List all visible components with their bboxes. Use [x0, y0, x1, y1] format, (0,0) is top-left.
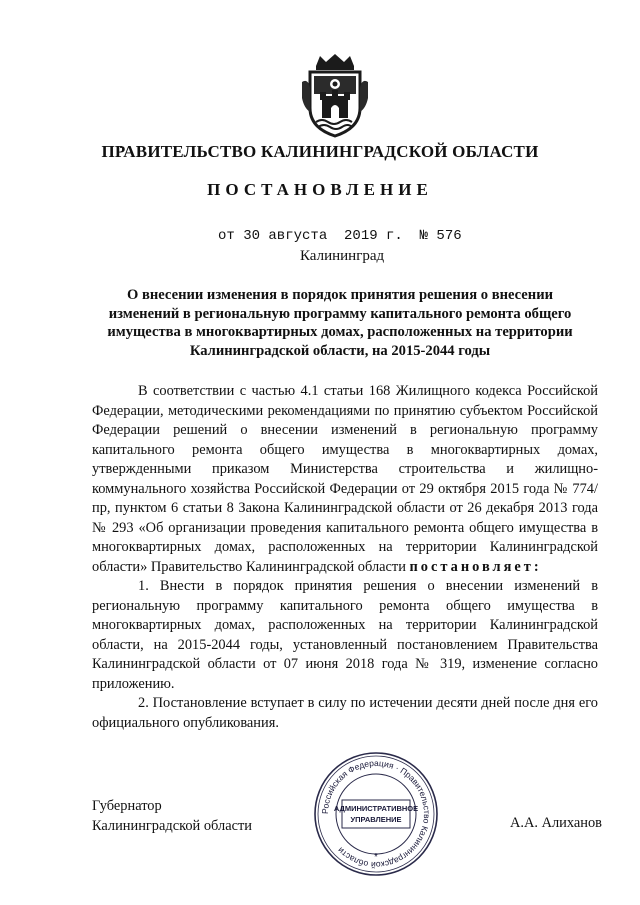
- seal-star-icon: *: [374, 852, 378, 863]
- position-line-1: Губернатор: [92, 798, 162, 814]
- preamble-paragraph: [92, 382, 598, 577]
- document-type: ПОСТАНОВЛЕНИЕ: [207, 180, 433, 199]
- seal-ring-text: Российская Федерация · Правительство Калининградской области: [319, 757, 433, 871]
- seal-center-line-2: УПРАВЛЕНИЕ: [350, 815, 402, 824]
- signatory-position: [92, 796, 252, 836]
- position-line-2: Калининградской области: [92, 818, 252, 834]
- resolves-keyword: постановляет:: [409, 558, 542, 575]
- item-1-paragraph: 1. Внести в порядок принятия решения о внесении изменений в региональную программу капитального ремонта общего имущества в многоквартирных домах, расположенных на территории Калининградской области, на 2015-2044 годы, установленный постановлением Правительства Калининградской области от 07 июня 2018 года № 319, изменение согласно приложению.: [92, 578, 598, 692]
- document-subject: О внесении изменения в порядок принятия решения о внесении изменений в региональную программу капитального ремонта общего имущества в многоквартирных домах, расположенных на территории Калининградской области, на 2015-2044 годы: [107, 287, 573, 359]
- item-2-paragraph: 2. Постановление вступает в силу по истечении десяти дней после дня его официального опубликования.: [92, 695, 598, 731]
- seal-center-line-1: АДМИНИСТРАТИВНОЕ: [333, 804, 419, 813]
- document-body: [92, 382, 598, 733]
- preamble-text: В соответствии с частью 4.1 статьи 168 Жилищного кодекса Российской Федерации, методическими рекомендациями по принятию субъектом Российской Федерации решений о внесении изменений в региональную программу капитального ремонта общего имущества в многоквартирных домах, утвержденными приказом Министерства строительства и жилищно-коммунального хозяйства Российской Федерации от 29 октября 2015 года № 774/пр, пунктом 6 статьи 8 Закона Калининградской области от 26 декабря 2013 года № 293 «Об организации проведения капитального ремонта общего имущества в многоквартирных домах, расположенных на территории Калининградской области» Правительство Калининградской области: [92, 383, 598, 575]
- signatory-name: А.А. Алиханов: [510, 815, 602, 831]
- official-seal: [312, 750, 440, 878]
- city-name: Калининград: [300, 248, 385, 264]
- date-and-number: от 30 августа 2019 г. № 576: [218, 228, 462, 244]
- government-title: ПРАВИТЕЛЬСТВО КАЛИНИНГРАДСКОЙ ОБЛАСТИ: [101, 142, 539, 161]
- coat-of-arms-icon: [296, 52, 374, 138]
